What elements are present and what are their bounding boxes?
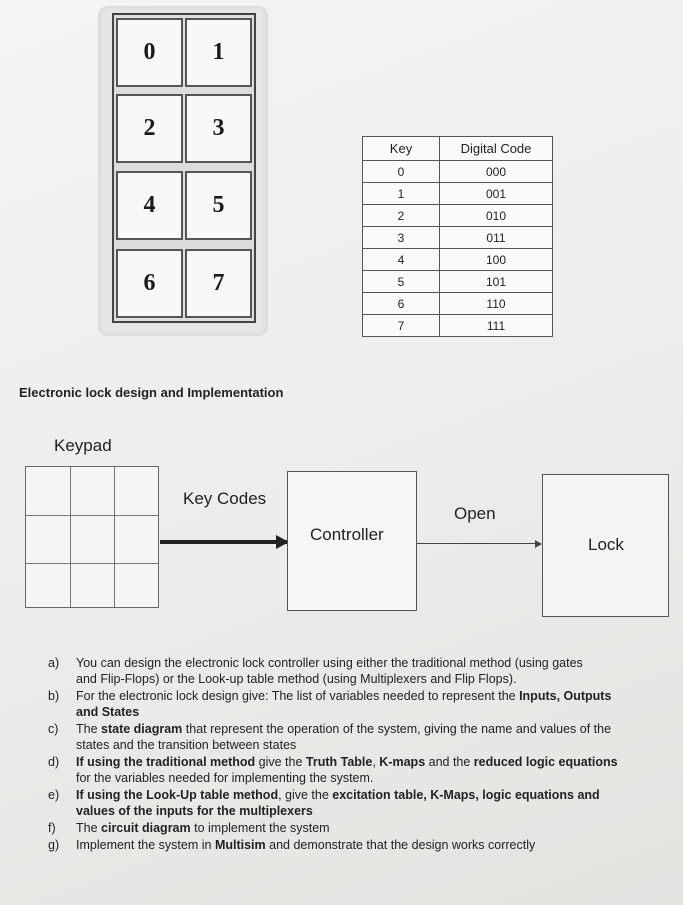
instruction-line [76,655,668,671]
instruction-text-bold: circuit diagram [101,821,191,835]
instruction-text-bold: Inputs, Outputs [519,689,612,703]
instruction-line [76,737,668,753]
table-row [363,161,553,183]
table-cell-code: 010 [440,205,553,227]
instruction-item [48,837,668,853]
grid-line [26,515,158,516]
instruction-text: states and the transition between states [76,738,297,752]
instruction-text: for the variables needed for implementing the system. [76,771,374,785]
table-cell-code: 100 [440,249,553,271]
instruction-marker: e) [48,788,60,802]
instruction-line [76,704,668,720]
table-row [363,271,553,293]
keypad-label: Keypad [54,436,112,455]
instruction-text: and the [425,755,474,769]
instruction-text: You can design the electronic lock controller using either the traditional method (using gates [76,656,583,670]
table-row [363,315,553,337]
table-row [363,205,553,227]
instruction-text-bold: K-maps [379,755,426,769]
key-0: 0 [116,18,183,87]
instruction-line [76,671,668,687]
instruction-item [48,820,668,836]
instruction-text: For the electronic lock design give: The list of variables needed to represent the [76,689,520,703]
key-7: 7 [185,249,252,318]
keypad-frame [112,13,256,323]
instruction-text: to implement the system [190,821,330,835]
arrow-head-icon [535,540,542,548]
instruction-text: , give the [278,788,333,802]
table-row [363,183,553,205]
instruction-marker: b) [48,689,60,703]
key-6: 6 [116,249,183,318]
instruction-marker: d) [48,755,60,769]
key-codes-arrow [160,540,288,544]
table-row [363,227,553,249]
table-row [363,249,553,271]
instruction-item [48,754,668,786]
document-title: Electronic lock design and Implementation [19,385,284,400]
table-cell-key: 2 [363,205,440,227]
table-cell-key: 0 [363,161,440,183]
instruction-text-bold: reduced logic equations [473,755,618,769]
open-arrow [417,543,539,544]
table-cell-key: 5 [363,271,440,293]
instruction-text-bold: Truth Table [305,755,373,769]
instruction-marker: c) [48,722,59,736]
instruction-text-bold: Multisim [214,838,266,852]
table-cell-code: 011 [440,227,553,249]
instruction-item [48,787,668,819]
instruction-marker: a) [48,656,60,670]
table-header-key: Key [363,137,440,161]
table-cell-key: 6 [363,293,440,315]
instruction-line [76,770,668,786]
instruction-line [76,787,668,803]
instruction-line [76,688,668,704]
controller-label: Controller [310,525,384,544]
instruction-marker: f) [48,821,56,835]
table-cell-code: 001 [440,183,553,205]
instruction-item [48,655,668,687]
instructions-list [48,655,668,854]
key-codes-label: Key Codes [183,489,267,508]
table-cell-code: 000 [440,161,553,183]
table-cell-key: 7 [363,315,440,337]
table-cell-code: 110 [440,293,553,315]
grid-line [114,467,115,607]
instruction-text: that represent the operation of the system, giving the name and values of the [182,722,612,736]
grid-line [70,467,71,607]
key-2: 2 [116,94,183,163]
instruction-marker: g) [48,838,60,852]
key-4: 4 [116,171,183,240]
table-cell-key: 1 [363,183,440,205]
instruction-text-bold: If using the Look-Up table method [76,788,279,802]
instruction-text-bold: values of the inputs for the multiplexers [76,804,313,818]
instruction-text: Implement the system in [76,838,215,852]
instruction-text: , [372,755,380,769]
table-row [363,293,553,315]
table-header-digital-code: Digital Code [440,137,553,161]
instruction-line [76,837,668,853]
instruction-text-bold: and States [76,705,140,719]
table-cell-key: 3 [363,227,440,249]
instruction-text: and Flip-Flops) or the Look-up table method (using Multiplexers and Flip Flops). [76,672,517,686]
instruction-line [76,803,668,819]
instruction-line [76,754,668,770]
instruction-text-bold: If using the traditional method [76,755,256,769]
instruction-line [76,721,668,737]
lock-label: Lock [588,535,624,554]
instruction-item [48,721,668,753]
table-header-row [363,137,553,161]
key-5: 5 [185,171,252,240]
table-cell-key: 4 [363,249,440,271]
grid-line [26,563,158,564]
instruction-text: The [76,821,102,835]
key-3: 3 [185,94,252,163]
table-cell-code: 111 [440,315,553,337]
instruction-text: The [76,722,102,736]
instruction-text-bold: excitation table, K-Maps, logic equations and [332,788,600,802]
instruction-line [76,820,668,836]
instruction-item [48,688,668,720]
instruction-text-bold: state diagram [101,722,183,736]
keypad-grid [25,466,159,608]
key-code-table [362,136,553,337]
key-1: 1 [185,18,252,87]
instruction-text: give the [255,755,306,769]
table-cell-code: 101 [440,271,553,293]
instruction-text: and demonstrate that the design works correctly [265,838,536,852]
open-label: Open [454,504,496,523]
